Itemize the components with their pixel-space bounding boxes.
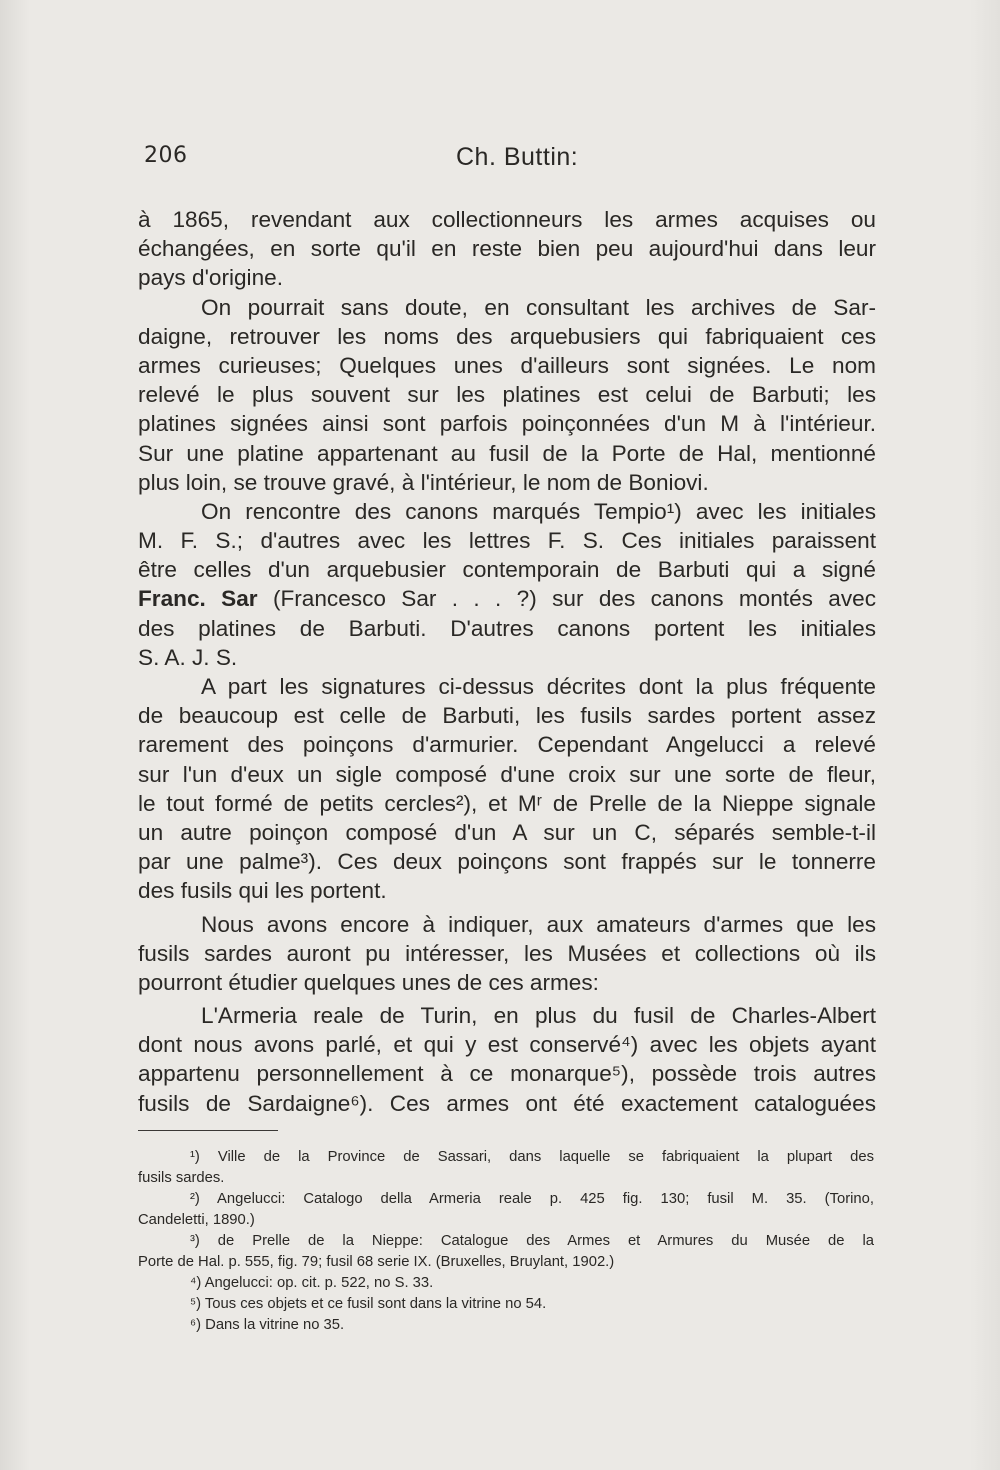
footnote-line: ⁴) Angelucci: op. cit. p. 522, no S. 33. bbox=[190, 1275, 434, 1291]
text-line: On pourrait sans doute, en consultant les archives de Sar- bbox=[201, 294, 876, 320]
text-line: platines signées ainsi sont parfois poinçonnées d'un M à l'intérieur. bbox=[138, 411, 876, 437]
text-line: un autre poinçon composé d'un A sur un C, séparés semble-t-il bbox=[138, 819, 876, 845]
footnote-line: fusils sardes. bbox=[138, 1170, 225, 1186]
footnote-line: Candeletti, 1890.) bbox=[138, 1212, 255, 1228]
text-line: relevé le plus souvent sur les platines est celui de Barbuti; les bbox=[138, 382, 876, 408]
text-line: fusils de Sardaigne⁶). Ces armes ont été exactement cataloguées bbox=[138, 1090, 876, 1116]
text-line: Nous avons encore à indiquer, aux amateurs d'armes que les bbox=[201, 911, 876, 937]
footnote-line: ²) Angelucci: Catalogo della Armeria reale p. 425 fig. 130; fusil M. 35. (Torino, bbox=[190, 1191, 874, 1207]
body-text bbox=[138, 205, 876, 1118]
text-line: daigne, retrouver les noms des arquebusiers qui fabriquaient ces bbox=[138, 323, 876, 349]
text-line: être celles d'un arquebusier contemporain de Barbuti qui a signé bbox=[138, 557, 876, 583]
footnote-line: Porte de Hal. p. 555, fig. 79; fusil 68 serie IX. (Bruxelles, Bruylant, 1902.) bbox=[138, 1254, 615, 1270]
text-line: M. F. S.; d'autres avec les lettres F. S. Ces initiales paraissent bbox=[138, 528, 876, 554]
text-line: On rencontre des canons marqués Tempio¹) avec les initiales bbox=[201, 498, 876, 524]
text-line: L'Armeria reale de Turin, en plus du fusil de Charles-Albert bbox=[201, 1003, 876, 1029]
text-line: A part les signatures ci-dessus décrites dont la plus fréquente bbox=[201, 674, 876, 699]
signature-bold: Franc. Sar bbox=[138, 586, 258, 612]
footnote-line: ⁵) Tous ces objets et ce fusil sont dans la vitrine no 54. bbox=[190, 1296, 547, 1312]
text-line: appartenu personnellement à ce monarque⁵), possède trois autres bbox=[138, 1061, 876, 1087]
text-line: des platines de Barbuti. D'autres canons portent les initiales bbox=[138, 615, 876, 641]
footnotes bbox=[138, 1147, 874, 1336]
text-line: de beaucoup est celle de Barbuti, les fusils sardes portent assez bbox=[138, 703, 876, 729]
footnote-line: ⁶) Dans la vitrine no 35. bbox=[190, 1317, 345, 1333]
text-line: pourront étudier quelques unes de ces armes: bbox=[138, 969, 599, 995]
page-header bbox=[138, 143, 878, 179]
text-line: fusils sardes auront pu intéresser, les Musées et collections où ils bbox=[138, 940, 876, 966]
text-line: sur l'un d'eux un sigle composé d'une croix sur une sorte de fleur, bbox=[138, 761, 876, 787]
footnote-rule bbox=[138, 1130, 278, 1131]
footnote-line: ³) de Prelle de la Nieppe: Catalogue des Armes et Armures du Musée de la bbox=[190, 1233, 874, 1249]
text-line: le tout formé de petits cercles²), et Mʳ de Prelle de la Nieppe signale bbox=[138, 790, 876, 816]
text-line: S. A. J. S. bbox=[138, 644, 238, 670]
page-number: 206 bbox=[144, 143, 188, 168]
text-line: Franc. Sar (Francesco Sar . . . ?) sur des canons montés avec bbox=[138, 586, 877, 612]
text-line: armes curieuses; Quelques unes d'ailleurs sont signées. Le nom bbox=[138, 352, 876, 378]
text-line: dont nous avons parlé, et qui y est conservé⁴) avec les objets ayant bbox=[138, 1032, 876, 1058]
text-line: rarement des poinçons d'armurier. Cependant Angelucci a relevé bbox=[138, 732, 876, 758]
text-line: Sur une platine appartenant au fusil de la Porte de Hal, mentionné bbox=[138, 440, 876, 466]
text-line: par une palme³). Ces deux poinçons sont frappés sur le tonnerre bbox=[138, 849, 876, 875]
text-line: échangées, en sorte qu'il en reste bien peu aujourd'hui dans leur bbox=[138, 236, 876, 262]
footnote-line: ¹) Ville de la Province de Sassari, dans laquelle se fabriquaient la plupart des bbox=[190, 1149, 874, 1165]
text-line: pays d'origine. bbox=[138, 265, 283, 291]
text-line: à 1865, revendant aux collectionneurs les armes acquises ou bbox=[138, 207, 876, 232]
text-line: plus loin, se trouve gravé, à l'intérieur, le nom de Boniovi. bbox=[138, 469, 709, 495]
running-title: Ch. Buttin: bbox=[456, 143, 579, 171]
text-line: des fusils qui les portent. bbox=[138, 878, 387, 904]
